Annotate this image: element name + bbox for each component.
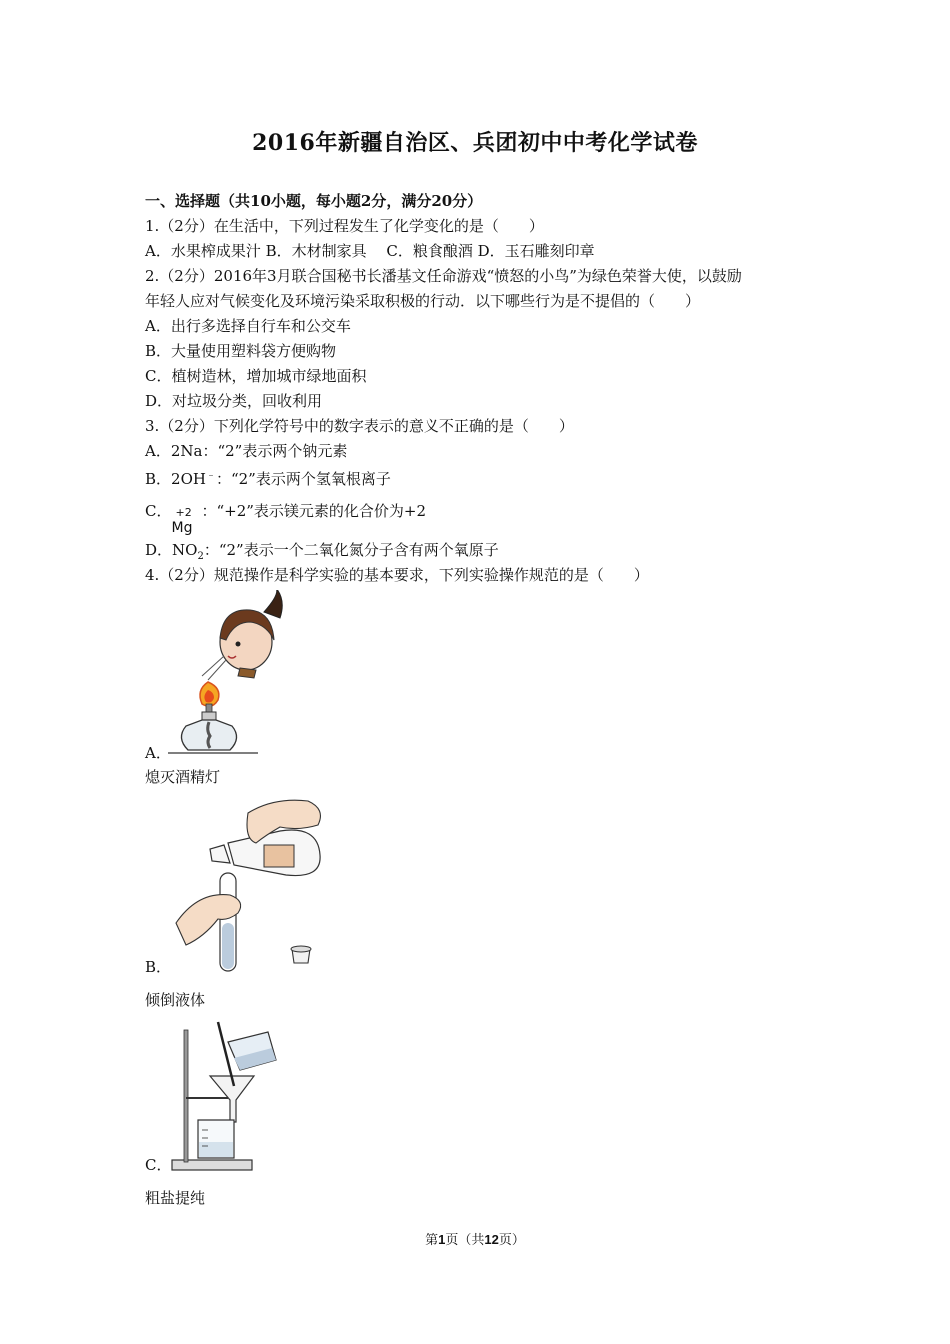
q2-option-c: C．植树造林，增加城市绿地面积 bbox=[145, 367, 367, 385]
q4-option-c-caption: 粗盐提纯 bbox=[145, 1189, 206, 1207]
q3-option-d: D．$NO_2$：“2”表示一个二氧化氮分子含有两个氧原子 bbox=[145, 541, 499, 562]
q2-stem-line2: 年轻人应对气候变化及环境污染采取积极的行动．以下哪些行为是不提倡的（ ） bbox=[145, 292, 701, 310]
figure-filtration bbox=[168, 1020, 283, 1175]
q2-option-d: D．对垃圾分类，回收利用 bbox=[145, 392, 323, 410]
figure-pour-liquid bbox=[168, 795, 333, 975]
section-heading: 一、选择题（共10小题，每小题2分，满分20分） bbox=[145, 192, 483, 210]
q3-stem: 3.（2分）下列化学符号中的数字表示的意义不正确的是（ ） bbox=[145, 417, 574, 435]
q4-option-b-label: B． bbox=[145, 958, 172, 976]
mg-valence-formula: +2 Mg bbox=[171, 506, 193, 536]
page-footer: 第1页（共12页） bbox=[425, 1232, 525, 1248]
figure-blow-out-lamp bbox=[168, 590, 288, 755]
page-title: 2016年新疆自治区、兵团初中中考化学试卷 bbox=[252, 130, 698, 156]
q4-option-a-label: A． bbox=[145, 744, 171, 762]
q2-option-b: B．大量使用塑料袋方便购物 bbox=[145, 342, 337, 360]
q4-option-c-label: C． bbox=[145, 1156, 172, 1174]
q2-option-a: A．出行多选择自行车和公交车 bbox=[145, 317, 351, 335]
q4-option-b-caption: 倾倒液体 bbox=[145, 991, 206, 1009]
q3-option-c: C． +2 Mg ：“+2”表示镁元素的化合价为+2 bbox=[145, 493, 426, 529]
q3-option-a: A．2Na：“2”表示两个钠元素 bbox=[145, 442, 348, 460]
q1-stem: 1.（2分）在生活中，下列过程发生了化学变化的是（ ） bbox=[145, 217, 544, 235]
q1-options: A．水果榨成果汁 B．木材制家具 C．粮食酿酒 D．玉石雕刻印章 bbox=[145, 242, 595, 260]
q4-stem: 4.（2分）规范操作是科学实验的基本要求，下列实验操作规范的是（ ） bbox=[145, 566, 649, 584]
q2-stem-line1: 2.（2分）2016年3月联合国秘书长潘基文任命游戏“愤怒的小鸟”为绿色荣誉大使，以鼓励 bbox=[145, 267, 742, 285]
q3-option-b: B．2OH﹣：“2”表示两个氢氧根离子 bbox=[145, 470, 391, 488]
q4-option-a-caption: 熄灭酒精灯 bbox=[145, 768, 221, 786]
